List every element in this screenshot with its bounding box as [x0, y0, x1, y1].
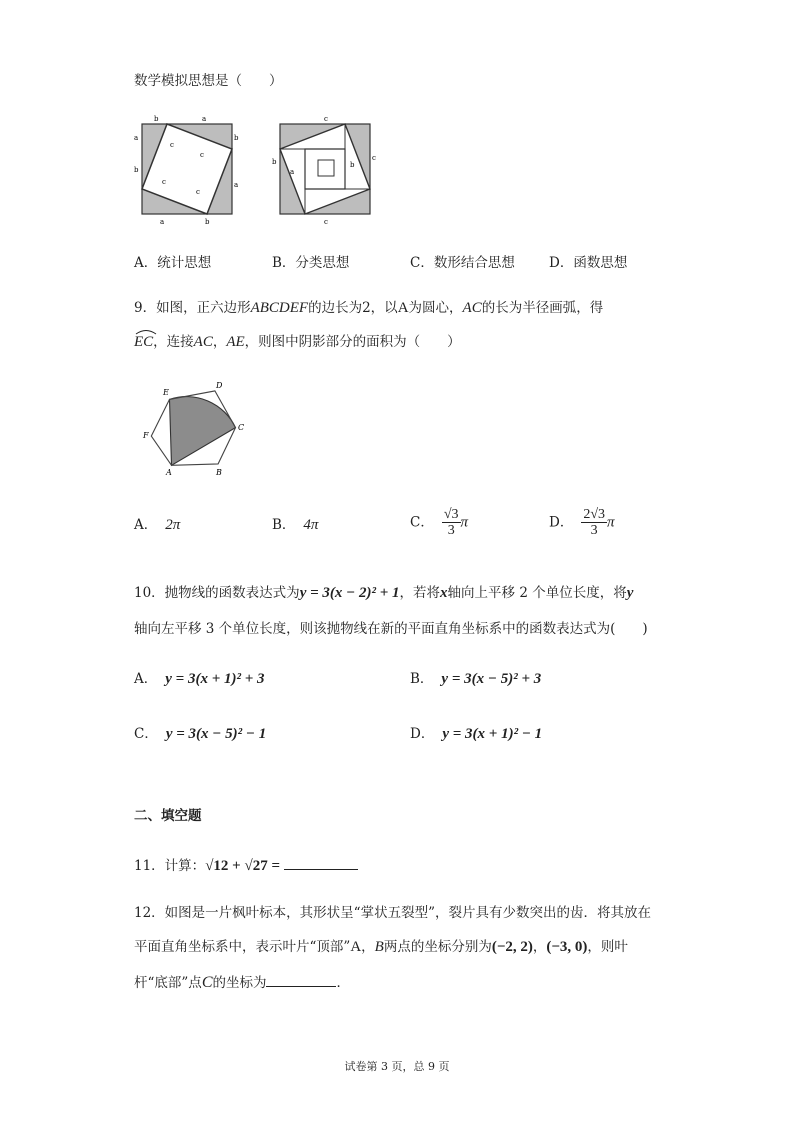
svg-text:b: b — [154, 115, 159, 123]
q10-option-a[interactable]: A． y = 3(x + 1)² + 3 — [134, 671, 265, 687]
svg-text:b: b — [350, 161, 355, 169]
q9-stem-line2 — [134, 333, 461, 351]
q8-option-b[interactable]: B．分类思想 — [272, 255, 350, 271]
svg-text:c: c — [200, 151, 204, 159]
q8-option-a[interactable]: A．统计思想 — [134, 255, 212, 271]
q12-point-b: B — [374, 939, 384, 955]
svg-text:a: a — [290, 168, 295, 176]
q8-figure-right — [272, 115, 376, 226]
q9-label-a: A — [166, 468, 172, 477]
q10-stem-line1 — [134, 584, 633, 602]
q10-y-axis: y — [626, 585, 634, 601]
svg-text:b: b — [134, 166, 139, 174]
q9-radius: AC — [462, 300, 482, 316]
q10-option-d[interactable]: D． y = 3(x + 1)² − 1 — [410, 726, 543, 742]
svg-text:c: c — [196, 188, 200, 196]
q10-option-b[interactable]: B． y = 3(x − 5)² + 3 — [410, 671, 542, 687]
q9-option-d[interactable]: D． $\frac{2√3}{3}$ π — [549, 507, 615, 538]
q12-stem-line2: 平面直角坐标系中，表示叶片“顶部”A，B两点的坐标分别为(−2, 2)，(−3, 0)，则叶 — [134, 939, 628, 955]
q12-point-c: C — [201, 974, 213, 991]
q12-coord-b: (−3, 0) — [546, 939, 588, 955]
q12-stem-line1: 12．如图是一片枫叶标本，其形状呈“掌状五裂型”，裂片具有少数突出的齿．将其放在 — [134, 905, 651, 921]
q9-label-b: B — [216, 468, 222, 477]
q9-stem-line1 — [134, 299, 603, 317]
q8-option-c[interactable]: C．数形结合思想 — [410, 255, 515, 271]
q9-text: 的边长为2，以 — [308, 300, 398, 316]
q9-option-c[interactable]: C． $\frac{√3}{3}$ π — [410, 507, 469, 538]
q9-number: 9． — [134, 300, 157, 316]
q12-coord-a: (−2, 2) — [491, 939, 533, 955]
q11-expression: √12 + √27 = — [205, 858, 280, 874]
q9-label-d: D — [216, 381, 223, 390]
q9-shaded-sector — [170, 397, 236, 466]
svg-text:a: a — [202, 115, 207, 123]
q9-segment-ae: AE — [226, 334, 245, 350]
q12-stem-line3: 杆“底部”点C的坐标为 ． — [134, 974, 350, 991]
q9-text: ，连接 — [153, 334, 194, 350]
svg-text:c: c — [162, 178, 166, 186]
q10-option-c[interactable]: C． y = 3(x − 5)² − 1 — [134, 726, 267, 742]
q9-hexagon-name: ABCDEF — [250, 300, 309, 316]
q9-option-a[interactable]: A． 2π — [134, 517, 181, 533]
section-title-fill-in: 二、填空题 — [134, 808, 202, 824]
svg-text:c: c — [324, 218, 328, 226]
svg-text:b: b — [205, 218, 210, 226]
q9-text: 为圆心， — [408, 300, 463, 316]
q11-prefix: 11．计算： — [134, 858, 206, 874]
svg-text:c: c — [324, 115, 328, 123]
q11-stem — [134, 855, 358, 875]
q10-x-axis: x — [440, 585, 448, 601]
q8-stem-tail: 数学模拟思想是（ ） — [134, 73, 283, 89]
q10-text: 10．抛物线的函数表达式为 — [134, 585, 300, 601]
q9-label-f: F — [143, 431, 149, 440]
q9-label-e: E — [163, 388, 169, 397]
q11-answer-blank[interactable] — [284, 855, 358, 870]
q9-text: ，则图中阴影部分的面积为（ ） — [244, 334, 461, 350]
q12-answer-blank[interactable] — [266, 972, 336, 987]
q9-text: 如图，正六边形 — [156, 300, 251, 316]
q9-arc-ec: EC — [134, 333, 153, 351]
svg-text:c: c — [372, 154, 376, 162]
q10-stem-line2: 轴向左平移 3 个单位长度，则该抛物线在新的平面直角坐标系中的函数表达式为( ) — [134, 621, 648, 637]
q10-text: 轴向上平移 2 个单位长度，将 — [447, 585, 627, 601]
q10-text: ，若将 — [399, 585, 441, 601]
svg-text:a: a — [160, 218, 165, 226]
q12-point-a: A — [350, 939, 362, 955]
arc-symbol-icon — [135, 329, 157, 335]
svg-text:b: b — [234, 134, 239, 142]
svg-text:a: a — [134, 134, 139, 142]
page-footer: 试卷第 3 页，总 9 页 — [344, 1060, 450, 1073]
q9-center-point: A — [397, 300, 409, 316]
q8-option-d[interactable]: D．函数思想 — [549, 255, 628, 271]
q9-option-b[interactable]: B． 4π — [272, 517, 319, 533]
svg-text:c: c — [170, 141, 174, 149]
q8-figures — [130, 112, 380, 227]
q10-expression: y = 3(x − 2)² + 1 — [299, 585, 400, 601]
svg-text:b: b — [272, 158, 277, 166]
q8-figure-left — [134, 115, 239, 226]
svg-text:a: a — [234, 181, 239, 189]
q9-text: ， — [212, 334, 227, 350]
q9-label-c: C — [238, 423, 245, 432]
q9-figure — [138, 378, 248, 478]
q9-segment-ac: AC — [193, 334, 213, 350]
q9-text: 的长为半径画弧，得 — [481, 300, 604, 316]
